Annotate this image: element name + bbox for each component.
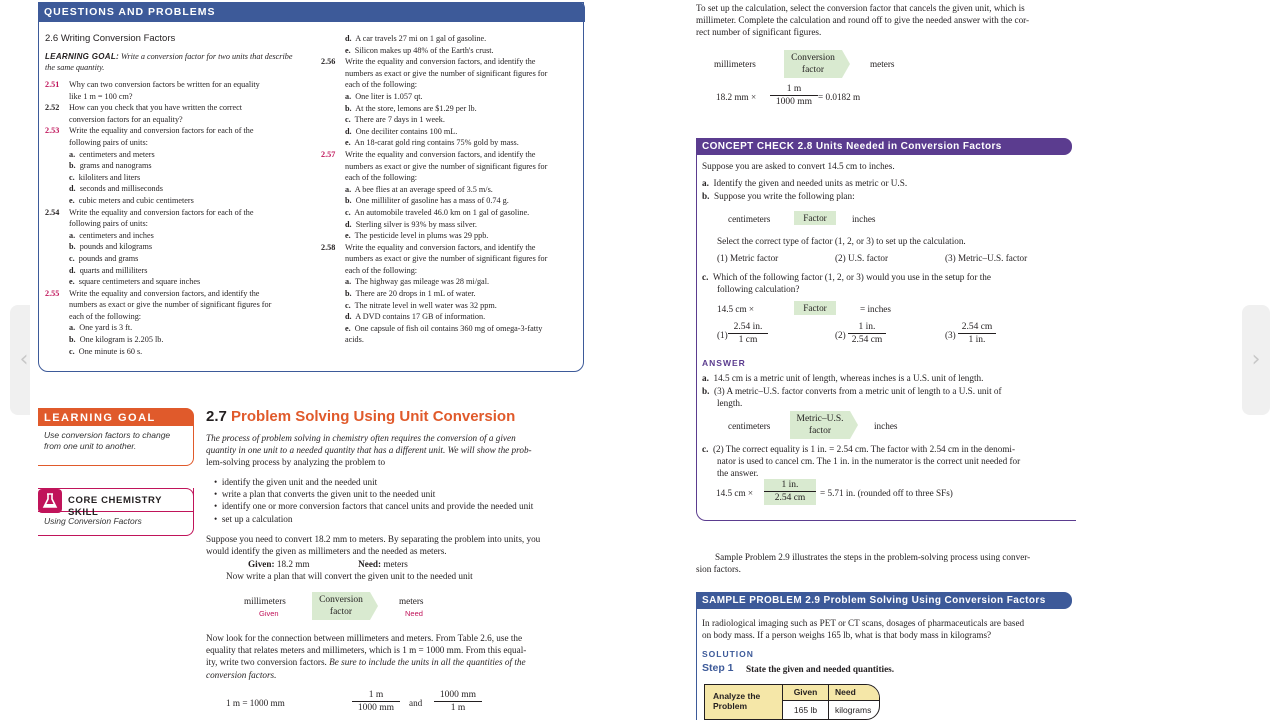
step-label: Step 1 [702,662,734,674]
question-line [321,56,583,68]
question-letter: b. [345,103,352,113]
question-letter: d. [345,219,352,229]
plan-line: Now write a plan that will convert the given unit to the needed unit [226,571,473,581]
list-item: • identify one or more conversion factors that cancel units and provide the needed unit [214,501,534,512]
question-line [321,103,583,115]
question-line [321,242,583,254]
question-line [45,230,315,242]
chevron-left-icon: ‹ [19,346,29,372]
cc-factor-box: Factor [794,211,836,225]
cc-calc-factor: Factor [794,301,836,315]
question-letter: e. [69,195,75,205]
question-number: 2.54 [45,207,60,217]
question-letter: a. [345,91,352,101]
chevron-right-icon: › [1251,346,1261,372]
bullet-list [214,476,584,525]
calc-intro: To set up the calculation, select the conversion factor that cancels the given unit, which is millimeter. Complete the calculation and round off to give the needed answer with the cor- rect number of significant figures. [696,3,1030,37]
question-line [321,276,583,288]
question-line [45,265,315,277]
question-letter: a. [345,184,352,194]
question-text: An 18-carat gold ring contains 75% gold by mass. [354,138,519,148]
answer-calc-left: 14.5 cm × [716,488,754,498]
cc-factor-2-label: (2) [835,330,846,340]
core-skill-box [38,488,194,536]
learning-goal-text: LEARNING GOAL: Write a conversion factor for two units that describe the same quantity. [45,52,293,72]
question-text: Why can two conversion factors be written for an equality [69,80,260,89]
question-number: 2.56 [321,57,336,67]
question-text: Write the equality and conversion factors, and identify the [345,149,536,159]
question-text: square centimeters and square inches [78,277,201,287]
plan-to: meters [399,596,424,606]
question-text: each of the following: [345,173,418,183]
question-text: The nitrate level in well water was 32 ppm. [354,300,497,310]
question-line [45,172,315,184]
cc-part-a: a. Identify the given and needed units as metric or U.S. [702,178,908,188]
question-number: 2.57 [321,149,336,159]
question-number: 2.55 [45,288,60,298]
question-text: Write the equality and conversion factors for each of the [69,126,254,136]
question-line [321,253,583,265]
answer-plan-from: centimeters [728,421,771,431]
question-line [321,149,583,161]
question-text: each of the following: [345,80,418,90]
factor-fraction-1: $\frac{1 m}{1000 mm}$ [352,689,400,715]
question-text: One capsule of fish oil contains 360 mg of omega-3-fatty [354,323,543,333]
question-text: cubic meters and cubic centimeters [78,195,194,205]
question-letter: c. [345,300,351,310]
questions-column-right [321,33,583,346]
question-line [45,114,315,126]
question-letter: d. [345,312,352,322]
cc-select: Select the correct type of factor (1, 2, or 3) to set up the calculation. [717,236,966,246]
question-letter: a. [345,277,352,287]
question-letter: e. [345,323,351,333]
question-line [321,300,583,312]
question-line [321,334,583,346]
question-text: each of the following: [345,265,418,275]
question-line [45,149,315,161]
question-text: each of the following: [69,311,142,321]
question-line [321,114,583,126]
question-letter: a. [69,323,76,333]
question-line [321,195,583,207]
plan-from: millimeters [714,59,756,69]
cc-part-b: b. Suppose you write the following plan: [702,191,855,201]
question-line [45,253,315,265]
question-letter: c. [345,207,351,217]
question-text: acids. [345,335,364,345]
question-text: One milliliter of gasoline has a mass of 0.74 g. [355,196,509,206]
question-text: One liter is 1.057 qt. [355,91,423,101]
question-text: Write the equality and conversion factors, and identify the [69,288,260,298]
question-line [45,207,315,219]
question-letter: c. [69,346,75,356]
question-line [321,68,583,80]
question-line [45,218,315,230]
cc-part-c: c. Which of the following factor (1, 2, or 3) would you use in the setup for the following calculation? [702,272,991,294]
question-text: A DVD contains 17 GB of information. [355,312,486,322]
question-line [45,241,315,253]
given-tag: Given [259,609,279,618]
question-letter: e. [345,231,351,241]
question-line [45,183,315,195]
question-letter: b. [69,242,76,252]
question-text: quarts and milliliters [79,265,148,275]
paragraph-3: Now look for the connection between millimeters and meters. From Table 2.6, use the equality that relates meters and millimeters, which is 1 m = 1000 mm. From this equal- ity, write two conversion factors. Be sure to include the units in all the quantities of the conversion factors. [206,633,527,680]
flask-icon [38,489,62,513]
cc-option-3: (3) Metric–U.S. factor [945,253,1028,263]
question-text: numbers as exact or give the number of significant figures for [69,300,272,310]
question-text: The highway gas mileage was 28 mi/gal. [355,277,490,287]
question-line [45,102,315,114]
answer-calc-right: = 5.71 in. (rounded off to three SFs) [820,488,953,498]
cc-factor-1: $\frac{2.54 in.}{1 cm}$ [728,321,768,347]
list-item: • set up a calculation [214,513,293,524]
question-line [45,288,315,300]
core-skill-sub: Using Conversion Factors [44,516,142,526]
calc-right: = 0.0182 m [818,92,861,102]
question-line [45,311,315,323]
question-text: The pesticide level in plums was 29 ppb. [354,231,489,241]
question-line [321,126,583,138]
question-line [321,161,583,173]
answer-b: b. (3) A metric–U.S. factor converts from a metric unit of length to a U.S. unit of length. [702,386,1002,408]
question-letter: a. [69,149,76,159]
question-line [45,137,315,149]
question-number: 2.52 [45,103,60,113]
question-number: 2.58 [321,242,336,252]
questions-header: QUESTIONS AND PROBLEMS [38,2,585,22]
sample-problem-border [696,592,697,720]
question-text: centimeters and meters [79,149,155,159]
question-letter: c. [345,115,351,125]
question-line [321,45,583,57]
question-text: numbers as exact or give the number of significant figures for [345,161,548,171]
cc-calc-right: = inches [860,304,891,314]
conversion-factor-box: Conversion factor [784,50,842,78]
question-text: Silicon makes up 48% of the Earth's crust. [354,45,494,55]
question-line [45,334,315,346]
need-tag: Need [405,609,423,618]
question-line [321,79,583,91]
question-line [321,219,583,231]
conversion-factor-box: Conversion factor [312,592,370,620]
question-letter: d. [69,265,76,275]
answer-factor-box: Metric–U.S. factor [790,411,850,439]
answer-label: ANSWER [702,358,746,368]
learning-goal-label: LEARNING GOAL [38,408,194,426]
paragraph-2: Suppose you need to convert 18.2 mm to meters. By separating the problem into units, you would identify the given as millimeters and the needed as meters. [206,534,541,557]
question-text: grams and nanograms [79,161,152,171]
val-given: 165 lb [783,701,829,720]
col-given: Given [783,685,829,701]
question-line [321,91,583,103]
question-text: One yard is 3 ft. [79,323,133,333]
plan-to: meters [870,59,895,69]
question-text: An automobile traveled 46.0 km on 1 gal of gasoline. [354,207,530,217]
question-text: Sterling silver is 93% by mass silver. [355,219,477,229]
question-line [321,311,583,323]
question-line [45,346,315,358]
right-page [690,0,1080,720]
cc-factor-2: $\frac{1 in.}{2.54 cm}$ [848,321,886,347]
question-text: One minute is 60 s. [78,346,143,356]
question-line [45,79,315,91]
question-text: There are 20 drops in 1 mL of water. [355,289,476,299]
section-title: 2.7 Problem Solving Using Unit Conversion [206,408,516,425]
question-line [45,299,315,311]
question-letter: e. [345,138,351,148]
cc-factor-3-label: (3) [945,330,956,340]
question-letter: e. [345,45,351,55]
question-text: A bee flies at an average speed of 3.5 m/s. [354,184,493,194]
question-text: A car travels 27 mi on 1 gal of gasoline. [355,34,487,43]
question-letter: d. [69,184,76,194]
question-text: pounds and kilograms [79,242,153,252]
next-page-button[interactable] [1242,305,1270,415]
question-text: kiloliters and liters [78,172,141,182]
question-text: conversion factors for an equality? [69,114,183,124]
question-line [321,323,583,335]
list-item: • write a plan that converts the given unit to the needed unit [214,489,436,500]
question-line [321,172,583,184]
answer-a: a. 14.5 cm is a metric unit of length, whereas inches is a U.S. unit of length. [702,373,984,383]
cc-calc-left: 14.5 cm × [717,304,755,314]
core-skill-label: CORE CHEMISTRY SKILL [38,488,194,512]
question-line [321,137,583,149]
answer-c: c. (2) The correct equality is 1 in. = 2.54 cm. The factor with 2.54 cm in the denomi- nator is used to cancel cm. The 1 in. in the numerator is the correct unit needed for the answer. [702,444,1021,478]
cc-plan-from: centimeters [728,214,771,224]
cc-plan-to: inches [852,214,876,224]
given-need-line: Given: 18.2 mm Need: meters [248,559,408,569]
question-line [321,33,583,45]
col-need: Need [829,685,880,701]
solution-label: SOLUTION [702,649,754,659]
question-line [321,184,583,196]
list-item: • identify the given unit and the needed unit [214,477,378,487]
analyze-label: Analyze the Problem [705,685,783,720]
step-text: State the given and needed quantities. [746,664,895,674]
cc-factor-1-label: (1) [717,330,728,340]
question-text: numbers as exact or give the number of significant figures for [345,254,548,264]
question-line [321,288,583,300]
factor-fraction-2: $\frac{1000 mm}{1 m}$ [434,689,482,715]
question-text: How can you check that you have written the correct [69,103,243,113]
question-letter: b. [345,289,352,299]
question-letter: c. [69,172,75,182]
equality: 1 m = 1000 mm [226,698,285,708]
left-page [30,0,590,720]
question-text: numbers as exact or give the number of significant figures for [345,68,548,78]
question-letter: c. [69,253,75,263]
question-line [45,125,315,137]
section-heading: 2.6 Writing Conversion Factors [45,33,176,44]
question-text: centimeters and inches [79,230,154,240]
concept-check-header: CONCEPT CHECK 2.8 Units Needed in Conversion Factors [696,138,1072,155]
sample-question: In radiological imaging such as PET or CT scans, dosages of pharmaceuticals are based on body mass. If a person weighs 165 lb, what is that body mass in kilograms? [702,618,1025,640]
question-text: Write the equality and conversion factors, and identify the [345,57,536,67]
answer-plan-to: inches [874,421,898,431]
sample-intro: Sample Problem 2.9 illustrates the steps in the problem-solving process using conver- sion factors. [696,552,1031,574]
cc-question: Suppose you are asked to convert 14.5 cm to inches. [702,161,895,171]
cc-factor-3: $\frac{2.54 cm}{1 in.}$ [958,321,996,347]
question-text: There are 7 days in 1 week. [354,115,445,125]
question-line [45,322,315,334]
question-letter: d. [345,126,352,136]
question-line [45,91,315,103]
plan-from: millimeters [244,596,286,606]
calc-left: 18.2 mm × [716,92,757,102]
question-line [321,265,583,277]
learning-goal-box: Use conversion factors to change from one unit to another. [38,426,194,466]
question-text: Write the equality and conversion factors, and identify the [345,242,536,252]
question-letter: d. [345,34,352,43]
question-line [321,230,583,242]
cc-option-2: (2) U.S. factor [835,253,889,263]
question-text: seconds and milliseconds [79,184,163,194]
question-text: like 1 m = 100 cm? [69,91,133,101]
and-text: and [409,698,423,708]
question-text: One deciliter contains 100 mL. [355,126,458,136]
question-text: pounds and grams [78,253,139,263]
question-text: At the store, lemons are $1.29 per lb. [355,103,477,113]
cc-option-1: (1) Metric factor [717,253,779,263]
question-letter: b. [69,161,76,171]
question-text: Write the equality and conversion factors for each of the [69,207,254,217]
question-line [45,276,315,288]
analyze-table [704,684,880,720]
questions-box [38,2,584,372]
question-letter: b. [69,335,76,345]
answer-calc-fraction: $\frac{1 in.}{2.54 cm}$ [764,479,816,505]
question-text: following pairs of units: [69,219,148,229]
question-letter: b. [345,196,352,206]
question-text: following pairs of units: [69,137,148,147]
val-need: kilograms [835,705,872,715]
question-line [45,160,315,172]
question-letter: a. [69,230,76,240]
question-number: 2.53 [45,126,60,136]
question-letter: e. [69,277,75,287]
intro-paragraph: The process of problem solving in chemistry often requires the conversion of a given quantity in one unit to a needed quantity that has a different unit. We will show the prob- lem-solving process by analyzing the problem to [206,433,532,468]
question-line [321,207,583,219]
question-text: One kilogram is 2.205 lb. [79,335,164,345]
question-line [45,195,315,207]
question-number: 2.51 [45,80,60,89]
sample-problem-header: SAMPLE PROBLEM 2.9 Problem Solving Using Conversion Factors [696,592,1072,609]
calc-fraction: $\frac{1 m}{1000 mm}$ [770,83,818,109]
questions-column-left [45,79,315,357]
